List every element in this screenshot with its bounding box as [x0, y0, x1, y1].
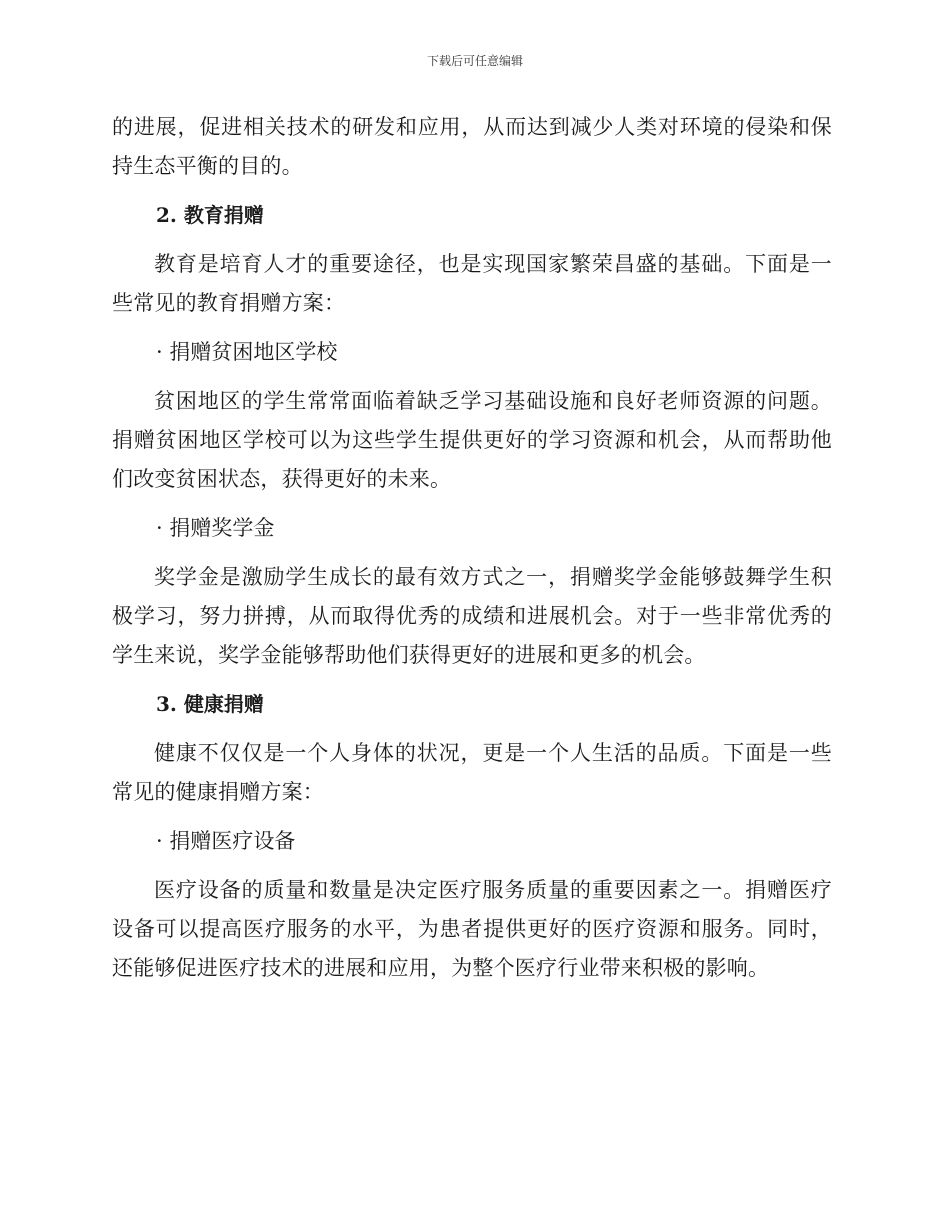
paragraph-health-intro: 健康不仅仅是一个人身体的状况，更是一个人生活的品质。下面是一些常见的健康捐赠方案：	[112, 741, 832, 804]
paragraph-scholarship: 奖学金是激励学生成长的最有效方式之一，捐赠奖学金能够鼓舞学生积极学习，努力拼搏，从而取得优秀的成绩和进展机会。对于一些非常优秀的学生来说，奖学金能够帮助他们获得更好的进展和更多的机会。	[112, 565, 832, 667]
page-header: 下载后可任意编辑	[426, 54, 523, 68]
paragraph-education-intro: 教育是培育人才的重要途径，也是实现国家繁荣昌盛的基础。下面是一些常见的教育捐赠方案：	[112, 252, 832, 315]
section-heading-health: 3. 健康捐赠	[156, 692, 264, 716]
paragraph-continuation: 的进展，促进相关技术的研发和应用，从而达到减少人类对环境的侵染和保持生态平衡的目的。	[112, 115, 832, 178]
bullet-poor-schools: · 捐赠贫困地区学校	[156, 340, 338, 364]
paragraph-medical-equipment: 医疗设备的质量和数量是决定医疗服务质量的重要因素之一。捐赠医疗设备可以提高医疗服务的水平，为患者提供更好的医疗资源和服务。同时，还能够促进医疗技术的进展和应用，为整个医疗行业带来积极的影响。	[112, 878, 832, 980]
bullet-scholarship: · 捐赠奖学金	[156, 516, 275, 540]
document-body	[112, 108, 832, 998]
paragraph-poor-schools: 贫困地区的学生常常面临着缺乏学习基础设施和良好老师资源的问题。捐赠贫困地区学校可以为这些学生提供更好的学习资源和机会，从而帮助他们改变贫困状态，获得更好的未来。	[112, 389, 832, 491]
bullet-medical-equipment: · 捐赠医疗设备	[156, 829, 296, 853]
section-heading-education: 2. 教育捐赠	[156, 203, 264, 227]
